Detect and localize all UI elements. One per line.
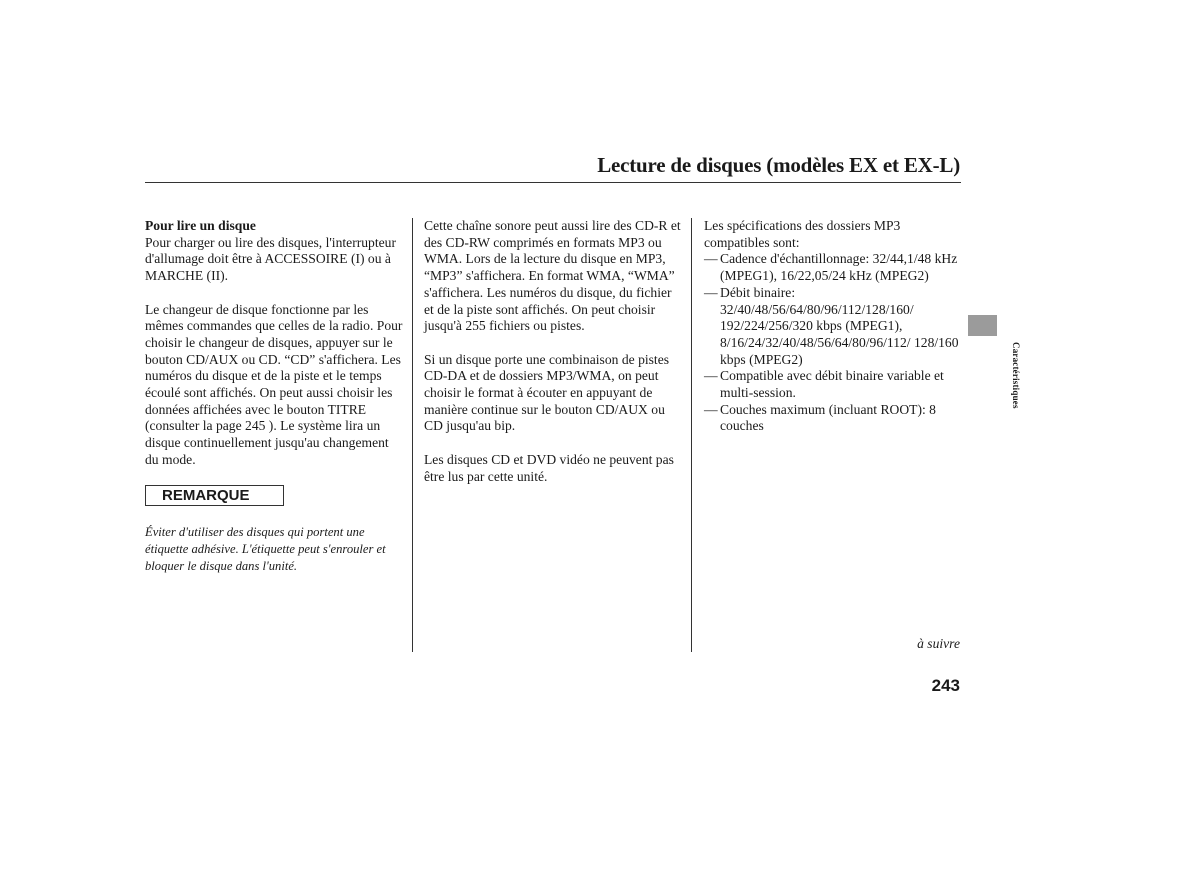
- title-rule: [145, 182, 961, 183]
- col1-paragraph-2: Le changeur de disque fonctionne par les mêmes commandes que celles de la radio. Pour choisir le changeur de disques, appuyer sur le bouton CD/AUX ou CD. “CD” s'affichera. Les numéros du disque et de la piste et le temps écoulé sont affichés. On peut aussi choisir les données affichées avec le bouton TITRE (consulter la page 245 ). Le système lira un disque continuellement jusqu'au changement du mode.: [145, 301, 403, 467]
- dash-bullet: —: [704, 401, 718, 417]
- note-text: Éviter d'utiliser des disques qui portent une étiquette adhésive. L'étiquette peut s'enrouler et bloquer le disque dans l'unité.: [145, 525, 386, 574]
- column-2: [424, 218, 682, 502]
- spec-item: [704, 402, 960, 435]
- spec-item: [704, 368, 960, 401]
- spec-list: [704, 251, 960, 435]
- spec-item: [704, 251, 960, 284]
- note-label-box: REMARQUE: [145, 485, 284, 506]
- spec-item-text: Cadence d'échantillonnage: 32/44,1/48 kHz (MPEG1), 16/22,05/24 kHz (MPEG2): [720, 251, 958, 284]
- spec-item: [704, 285, 960, 369]
- column-divider-2: [691, 218, 692, 652]
- continued-label: à suivre: [917, 636, 960, 651]
- col2-paragraph-1: Cette chaîne sonore peut aussi lire des CD-R et des CD-RW comprimés en formats MP3 ou WMA. Lors de la lecture du disque en MP3, “MP3” s'affichera. En format WMA, “WMA” s'affichera. Les numéros du disque, du fichier et de la piste sont affichés. On peut choisir jusqu'à 255 fichiers ou pistes.: [424, 218, 681, 334]
- section-tab-marker: [968, 315, 997, 336]
- dash-bullet: —: [704, 251, 718, 267]
- col1-paragraph-1: Pour charger ou lire des disques, l'interrupteur d'allumage doit être à ACCESSOIRE (I) ou à MARCHE (II).: [145, 234, 396, 284]
- spec-item-text: Couches maximum (incluant ROOT): 8 couches: [720, 401, 936, 434]
- page-title: Lecture de disques (modèles EX et EX-L): [597, 153, 960, 177]
- col2-paragraph-3: Les disques CD et DVD vidéo ne peuvent pas être lus par cette unité.: [424, 451, 674, 484]
- section-subheading: Pour lire un disque: [145, 218, 256, 233]
- dash-bullet: —: [704, 284, 718, 300]
- spec-intro: Les spécifications des dossiers MP3 compatibles sont:: [704, 218, 901, 250]
- col2-paragraph-2: Si un disque porte une combinaison de pistes CD-DA et de dossiers MP3/WMA, on peut choisir le format à écouter en appuyant de manière continue sur le bouton CD/AUX ou CD jusqu'au bip.: [424, 351, 670, 434]
- column-divider-1: [412, 218, 413, 652]
- dash-bullet: —: [704, 368, 718, 384]
- column-1: [145, 218, 403, 575]
- column-3: [704, 218, 960, 435]
- spec-item-text: Compatible avec débit binaire variable et multi-session.: [720, 368, 944, 401]
- spec-item-text: Débit binaire: 32/40/48/56/64/80/96/112/128/160/ 192/224/256/320 kbps (MPEG1), 8/16/24/32/40/48/56/64/80/96/112/ 128/160 kbps (MPEG2): [720, 284, 959, 367]
- section-side-label-text: Caractéristiques: [1011, 342, 1021, 409]
- page-number: 243: [931, 676, 960, 695]
